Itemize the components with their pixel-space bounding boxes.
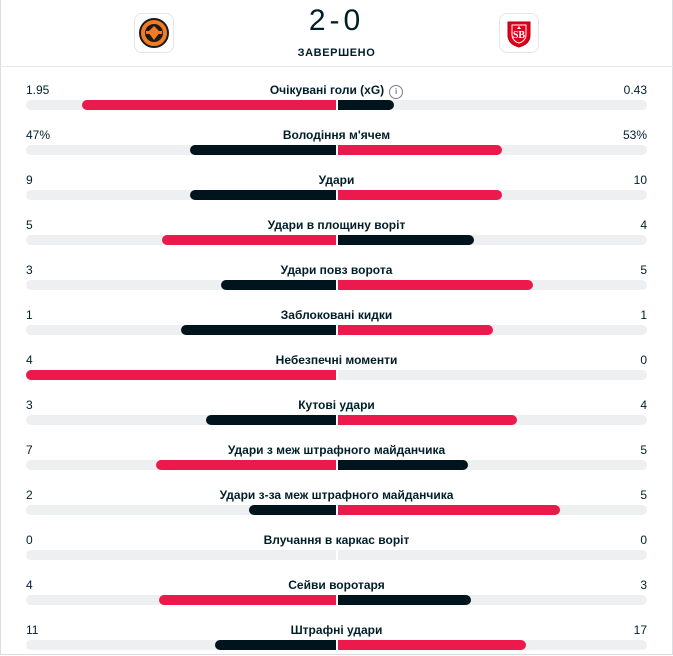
home-value: 5 xyxy=(26,218,33,232)
away-team-logo[interactable] xyxy=(499,13,539,53)
info-icon[interactable]: i xyxy=(389,85,403,99)
stat-row xyxy=(0,116,673,161)
stat-row xyxy=(0,71,673,116)
home-value: 0 xyxy=(26,533,33,547)
stat-row xyxy=(0,431,673,476)
home-bar xyxy=(82,100,336,110)
away-bar-track xyxy=(338,280,647,290)
away-value: 4 xyxy=(640,398,647,412)
match-score: 2-0 xyxy=(308,4,365,37)
home-value: 3 xyxy=(26,398,33,412)
stat-label xyxy=(0,623,673,637)
away-value: 1 xyxy=(640,308,647,322)
away-bar-track xyxy=(338,460,647,470)
away-bar xyxy=(338,235,474,245)
stat-row xyxy=(0,341,673,386)
away-bar xyxy=(338,505,560,515)
away-bar xyxy=(338,640,526,650)
home-value: 1 xyxy=(26,308,33,322)
home-bar-track xyxy=(26,595,336,605)
stat-label-text: Удари повз ворота xyxy=(280,263,393,277)
home-value: 47% xyxy=(26,128,51,142)
home-bar-track xyxy=(26,370,336,380)
stat-row xyxy=(0,611,673,656)
stat-row xyxy=(0,566,673,611)
stat-label xyxy=(0,218,673,232)
stat-row xyxy=(0,476,673,521)
home-bar-track xyxy=(26,235,336,245)
away-bar xyxy=(338,460,468,470)
home-bar xyxy=(206,415,336,425)
away-bar-track xyxy=(338,235,647,245)
home-bar xyxy=(26,370,336,380)
stat-label xyxy=(0,83,673,99)
stat-label-text: Удари xyxy=(318,173,355,187)
stat-label-text: Удари з-за меж штрафного майданчика xyxy=(219,488,454,502)
away-bar-track xyxy=(338,415,647,425)
away-bar xyxy=(338,325,493,335)
home-bar xyxy=(162,235,336,245)
home-value: 4 xyxy=(26,353,33,367)
home-bar-track xyxy=(26,415,336,425)
home-value: 3 xyxy=(26,263,33,277)
away-bar-track xyxy=(338,100,647,110)
home-bar xyxy=(190,190,336,200)
away-value: 5 xyxy=(640,263,647,277)
home-bar xyxy=(215,640,336,650)
stat-label xyxy=(0,263,673,277)
home-value: 11 xyxy=(26,623,39,637)
stat-row xyxy=(0,386,673,431)
away-value: 53% xyxy=(622,128,647,142)
brest-crest-icon xyxy=(503,17,535,49)
stat-label xyxy=(0,578,673,592)
away-bar xyxy=(338,595,471,605)
home-bar xyxy=(159,595,336,605)
stat-label xyxy=(0,488,673,502)
stat-label-text: Небезпечні моменти xyxy=(275,353,398,367)
stat-label-text: Штрафні удари xyxy=(290,623,383,637)
home-bar xyxy=(249,505,336,515)
away-bar xyxy=(338,415,517,425)
away-bar xyxy=(338,145,502,155)
stat-row xyxy=(0,161,673,206)
stat-label-text: Сейви воротаря xyxy=(288,578,385,592)
stat-label-text: Удари в площину воріт xyxy=(267,218,406,232)
home-bar-track xyxy=(26,505,336,515)
stat-label xyxy=(0,173,673,187)
away-bar xyxy=(338,100,394,110)
stat-label xyxy=(0,308,673,322)
home-bar-track xyxy=(26,145,336,155)
stat-row xyxy=(0,296,673,341)
home-value: 7 xyxy=(26,443,33,457)
stat-row xyxy=(0,251,673,296)
home-value: 4 xyxy=(26,578,33,592)
home-bar-track xyxy=(26,100,336,110)
away-value: 17 xyxy=(633,623,647,637)
stat-label xyxy=(0,533,673,547)
away-value: 10 xyxy=(633,173,647,187)
stat-label xyxy=(0,398,673,412)
home-bar xyxy=(156,460,336,470)
stat-label-text: Очікувані голи (xG) xyxy=(269,83,385,97)
stat-row xyxy=(0,521,673,566)
match-header xyxy=(0,0,673,66)
home-bar xyxy=(181,325,336,335)
home-bar-track xyxy=(26,460,336,470)
home-bar-track xyxy=(26,190,336,200)
home-value: 2 xyxy=(26,488,33,502)
away-value: 4 xyxy=(640,218,647,232)
home-bar-track xyxy=(26,640,336,650)
home-bar xyxy=(190,145,336,155)
match-status: ЗАВЕРШЕНО xyxy=(297,47,376,59)
away-bar-track xyxy=(338,325,647,335)
away-value: 3 xyxy=(640,578,647,592)
away-bar xyxy=(338,190,502,200)
svg-text:SB: SB xyxy=(512,30,526,41)
away-value: 5 xyxy=(640,443,647,457)
stat-label-text: Заблоковані кидки xyxy=(280,308,393,322)
stat-label-text: Кутові удари xyxy=(298,398,375,412)
home-value: 9 xyxy=(26,173,33,187)
away-bar-track xyxy=(338,370,647,380)
stat-label xyxy=(0,128,673,142)
away-bar-track xyxy=(338,595,647,605)
header-divider xyxy=(0,66,673,67)
away-bar-track xyxy=(338,145,647,155)
home-bar-track xyxy=(26,550,336,560)
stat-label xyxy=(0,443,673,457)
home-bar-track xyxy=(26,280,336,290)
away-value: 0.43 xyxy=(623,83,647,97)
stat-label-text: Влучання в каркас воріт xyxy=(263,533,410,547)
home-value: 1.95 xyxy=(26,83,50,97)
away-value: 0 xyxy=(640,353,647,367)
away-bar-track xyxy=(338,505,647,515)
away-bar-track xyxy=(338,640,647,650)
stat-label-text: Володіння м'ячем xyxy=(282,128,391,142)
home-bar-track xyxy=(26,325,336,335)
stat-label-text: Удари з меж штрафного майданчика xyxy=(227,443,446,457)
stat-row xyxy=(0,206,673,251)
away-bar-track xyxy=(338,190,647,200)
home-bar xyxy=(221,280,336,290)
away-value: 5 xyxy=(640,488,647,502)
stat-label xyxy=(0,353,673,367)
away-value: 0 xyxy=(640,533,647,547)
away-bar-track xyxy=(338,550,647,560)
away-bar xyxy=(338,280,533,290)
